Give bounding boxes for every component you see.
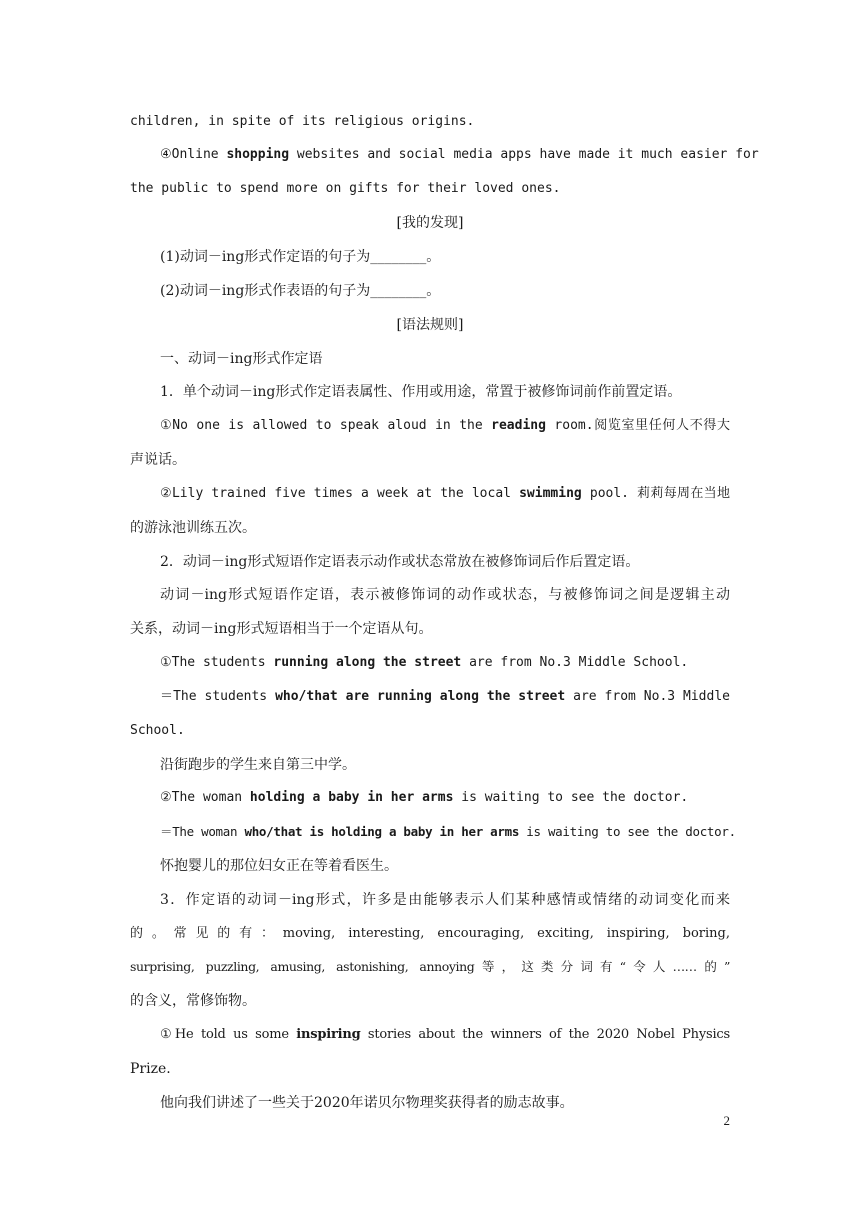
question-2: (2)动词－ing形式作表语的句子为________。 (160, 283, 441, 299)
example-1-line: ①No one is allowed to speak aloud in the reading room.阅览室里任何人不得大 (160, 418, 730, 433)
example-4-line: ④Online shopping websites and social media apps have made it much easier for (160, 147, 759, 162)
example-3-translation: 沿街跑步的学生来自第三中学。 (160, 757, 356, 773)
text-line: children, in spite of its religious origins. (130, 114, 475, 129)
example-1-line-cont: 声说话。 (130, 452, 186, 468)
page-number: 2 (723, 1113, 730, 1128)
example-5-line: ①He told us some inspiring stories about the winners of the 2020 Nobel Physics (160, 1027, 730, 1042)
rule-3-cont: 的。常见的有：moving, interesting, encouraging, exciting, inspiring, boring, (130, 926, 730, 941)
rule-2: 2．动词－ing形式短语作定语表示动作或状态常放在被修饰词后作后置定语。 (160, 554, 640, 570)
example-2-line: ②Lily trained five times a week at the local swimming pool. 莉莉每周在当地 (160, 486, 730, 501)
example-3-equivalent: ＝The students who/that are running along the street are from No.3 Middle (160, 689, 730, 704)
example-5-line-cont: Prize. (130, 1061, 171, 1077)
example-5-translation: 他向我们讲述了一些关于2020年诺贝尔物理奖获得者的励志故事。 (160, 1095, 574, 1111)
text-line: the public to spend more on gifts for their loved ones. (130, 181, 561, 196)
example-4b-translation: 怀抱婴儿的那位妇女正在等着看医生。 (160, 858, 398, 874)
section-heading-discovery: [我的发现] (396, 215, 464, 231)
rule-3: 3．作定语的动词－ing形式，许多是由能够表示人们某种感情或情绪的动词变化而来 (160, 892, 730, 908)
example-3-equivalent-cont: School. (130, 723, 185, 738)
rule-3-cont: surprising, puzzling, amusing, astonishing, annoying等，这类分词有“令人……的” (130, 959, 730, 974)
question-1: (1)动词－ing形式作定语的句子为________。 (160, 249, 441, 265)
rule-3-cont: 的含义，常修饰物。 (130, 993, 256, 1009)
subsection-title: 一、动词－ing形式作定语 (160, 351, 323, 367)
section-heading-rules: [语法规则] (396, 317, 464, 333)
example-3-line: ①The students running along the street are from No.3 Middle School. (160, 655, 689, 670)
rule-1: 1．单个动词－ing形式作定语表属性、作用或用途，常置于被修饰词前作前置定语。 (160, 384, 682, 400)
rule-2-explanation: 动词－ing形式短语作定语，表示被修饰词的动作或状态，与被修饰词之间是逻辑主动 (160, 587, 730, 603)
example-2-line-cont: 的游泳池训练五次。 (130, 520, 256, 536)
rule-2-explanation-cont: 关系，动词－ing形式短语相当于一个定语从句。 (130, 621, 433, 637)
example-4b-line: ②The woman holding a baby in her arms is waiting to see the doctor. (160, 790, 689, 805)
example-4b-equivalent: ＝The woman who/that is holding a baby in her arms is waiting to see the doctor. (160, 824, 736, 839)
